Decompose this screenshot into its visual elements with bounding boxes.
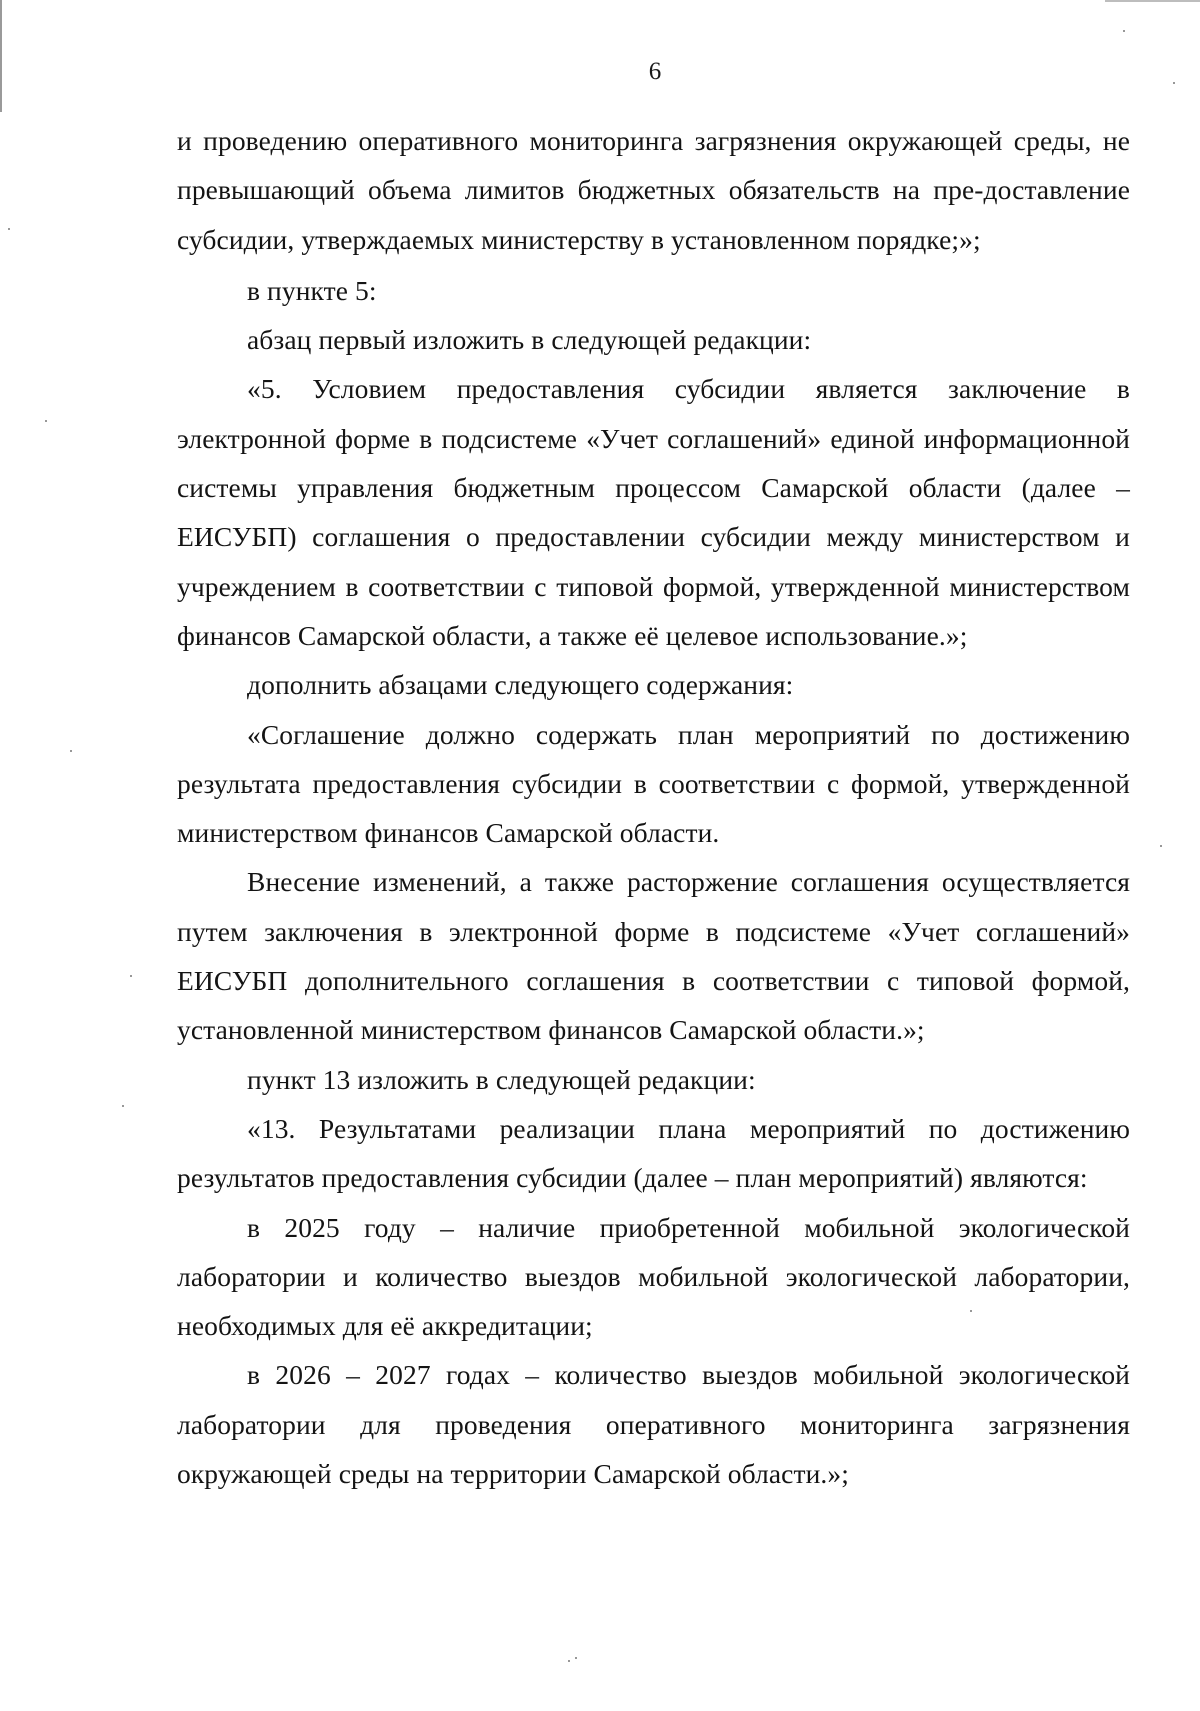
page-number: 6: [648, 58, 662, 85]
paragraph: дополнить абзацами следующего содержания:: [247, 669, 794, 701]
scan-speck: [8, 228, 10, 230]
paragraph: в 2025 году – наличие приобретенной мобильной экологической лаборатории и количество выездов мобильной экологической лаборатории, необходимых для её аккредитации;: [177, 1211, 1130, 1342]
document-body: [177, 116, 1130, 1498]
paragraph: «Соглашение должно содержать план мероприятий по достижению результата предоставления субсидии в соответствии с формой, утвержденной министерством финансов Самарской области.: [177, 718, 1130, 849]
scan-speck: [568, 1660, 570, 1662]
scan-top-edge: [1105, 0, 1200, 2]
scan-speck: [70, 750, 72, 752]
paragraph: абзац первый изложить в следующей редакции:: [247, 324, 812, 356]
scan-speck: [1123, 30, 1125, 32]
paragraph: «13. Результатами реализации плана мероприятий по достижению результатов предоставления субсидии (далее – план мероприятий) являются:: [177, 1112, 1130, 1194]
paragraph: в 2026 – 2027 годах – количество выездов мобильной экологической лаборатории для проведения оперативного мониторинга загрязнения окружающей среды на территории Самарской области.»;: [177, 1359, 1130, 1490]
paragraph: и проведению оперативного мониторинга загрязнения окружающей среды, не превышающий объема лимитов бюджетных обязательств на пре-доставление субсидии, утверждаемых министерству в установленном порядке;»;: [177, 125, 1130, 255]
scan-speck: [575, 1657, 577, 1659]
scan-speck: [45, 420, 47, 422]
paragraph: «5. Условием предоставления субсидии является заключение в электронной форме в подсистеме «Учет соглашений» единой информационной системы управления бюджетным процессом Самарской области (далее – ЕИСУБП) соглашения о предоставлении субсидии между министерством и учреждением в соответствии с типовой формой, утвержденной министерством финансов Самарской области, а также её целевое использование.»;: [177, 373, 1130, 651]
scan-speck: [122, 1105, 124, 1107]
paragraph: в пункте 5:: [247, 274, 377, 306]
scan-edge-line: [0, 0, 2, 112]
paragraph: пункт 13 изложить в следующей редакции:: [247, 1063, 756, 1095]
scan-speck: [130, 975, 132, 977]
paragraph: Внесение изменений, а также расторжение соглашения осуществляется путем заключения в электронной форме в подсистеме «Учет соглашений» ЕИСУБП дополнительного соглашения в соответствии с типовой формой, установленной министерством финансов Самарской области.»;: [177, 866, 1130, 1046]
scan-speck: [1160, 845, 1162, 847]
